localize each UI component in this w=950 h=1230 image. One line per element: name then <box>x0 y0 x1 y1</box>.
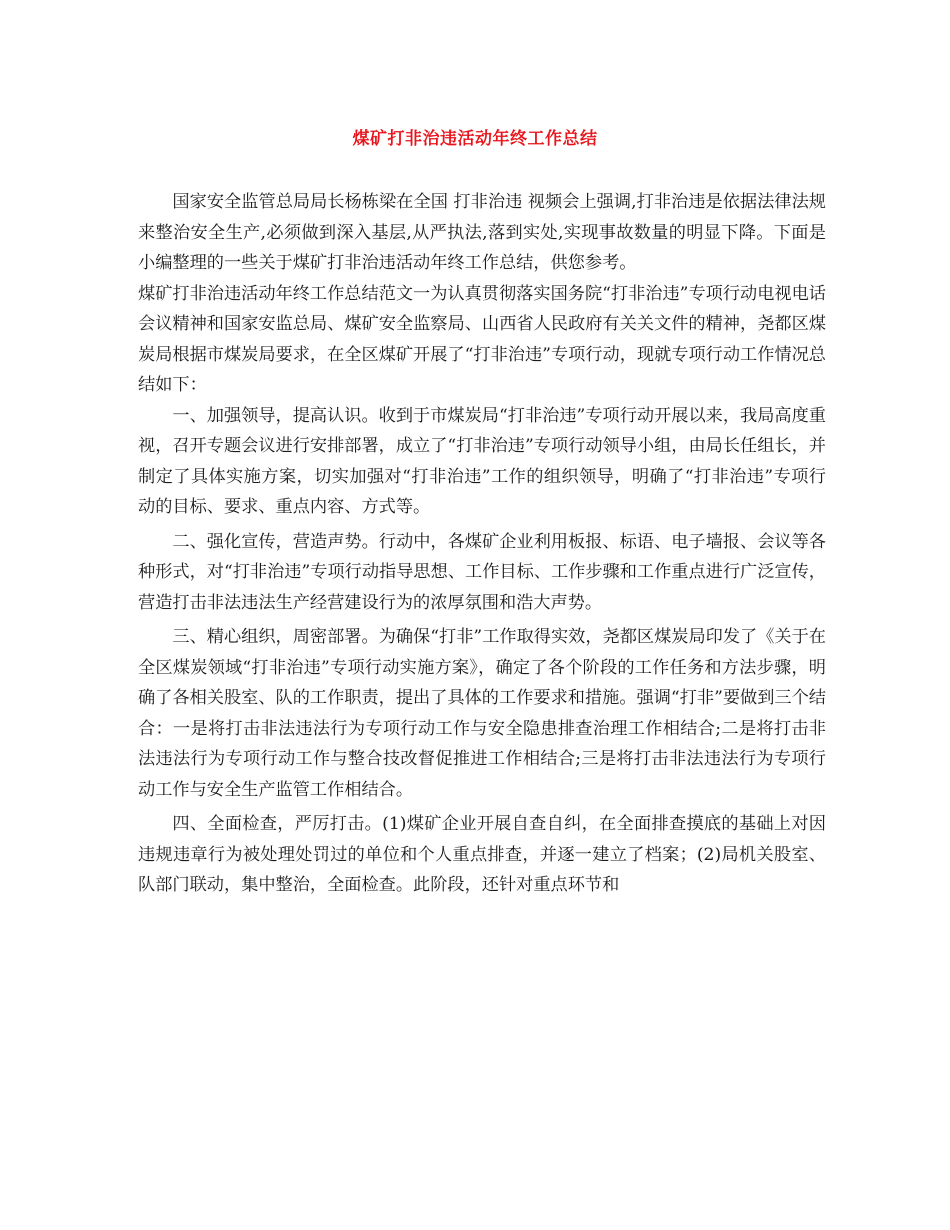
section-text: 为认真贯彻落实国务院“打非治违”专项行动电视电话会议精神和国家安监总局、煤矿安全监察局、山西省人民政府有关关文件的精神，尧都区煤炭局根据市煤炭局要求，在全区煤矿开展了“打非治违”专项行动，现就专项行动工作情况总结如下： <box>138 283 826 395</box>
paragraph-4: 四、全面检查，严厉打击。(1)煤矿企业开展自查自纠，在全面排查摸底的基础上对因违规违章行为被处理处罚过的单位和个人重点排查，并逐一建立了档案；(2)局机关股室、队部门联动，集中整治，全面检查。此阶段，还针对重点环节和 <box>138 814 826 895</box>
paragraph-3: 三、精心组织，周密部署。为确保“打非”工作取得实效，尧都区煤炭局印发了《关于在全区煤炭领域“打非治违”专项行动实施方案》，确定了各个阶段的工作任务和方法步骤，明确了各相关股室、队的工作职责，提出了具体的工作要求和措施。强调“打非”要做到三个结合：一是将打击非法违法行为专项行动工作与安全隐患排查治理工作相结合;二是将打击非法违法行为专项行动工作与整合技改督促推进工作相结合;三是将打击非法违法行为专项行动工作与安全生产监管工作相结合。 <box>138 627 826 800</box>
document-body <box>138 187 826 901</box>
document-title: 煤矿打非治违活动年终工作总结 <box>352 129 598 149</box>
section-heading: 煤矿打非治违活动年终工作总结范文一 <box>138 283 431 304</box>
intro-paragraph: 国家安全监管总局局长杨栋梁在全国 打非治违 视频会上强调,打非治违是依据法律法规来整治安全生产,必须做到深入基层,从严执法,落到实处,实现事故数量的明显下降。下面是小编整理的一些关于煤矿打非治违活动年终工作总结，供您参考。 <box>138 192 826 273</box>
paragraph-1: 一、加强领导，提高认识。收到于市煤炭局“打非治违”专项行动开展以来，我局高度重视，召开专题会议进行安排部署，成立了“打非治违”专项行动领导小组，由局长任组长，并制定了具体实施方案，切实加强对“打非治违”工作的组织领导，明确了“打非治违”专项行动的目标、要求、重点内容、方式等。 <box>138 405 826 517</box>
section-paragraph <box>138 279 826 401</box>
paragraph-2: 二、强化宣传，营造声势。行动中，各煤矿企业利用板报、标语、电子墙报、会议等各种形式，对“打非治违”专项行动指导思想、工作目标、工作步骤和工作重点进行广泛宣传，营造打击非法违法生产经营建设行为的浓厚氛围和浩大声势。 <box>138 531 826 613</box>
